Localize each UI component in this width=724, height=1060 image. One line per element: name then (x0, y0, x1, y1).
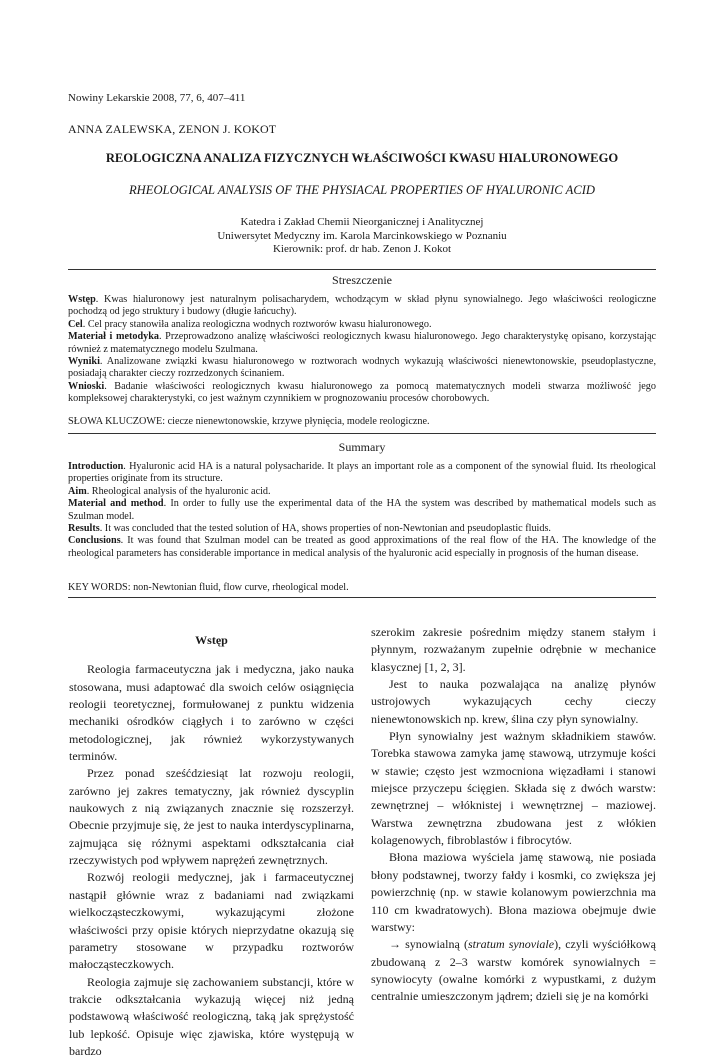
summary-item-label: Conclusions (68, 535, 121, 547)
section-heading: Wstęp (195, 633, 228, 647)
summary-item-label: Results (68, 523, 100, 535)
abstract-item-label: Wnioski (68, 380, 105, 392)
summary-item-text: . Hyaluronic acid HA is a natural polysacharide. It plays an important role as a component of the synowial fluid. Its rheological properties originate from its structure. (68, 461, 656, 485)
summary-item (68, 535, 656, 560)
abstract-item-text: . Analizowane związki kwasu hialuronowego w roztworach wodnych wykazują właściwości nienewtonowskie, pseudoplastyczne, posiadają charakter cieczy rozrzedzonych ścinaniem. (68, 356, 656, 380)
streszczenie-body (68, 294, 656, 406)
summary-item (68, 461, 656, 486)
streszczenie-heading: Streszczenie (332, 273, 392, 287)
abstract-item-text: . Cel pracy stanowiła analiza reologiczna wodnych roztworów kwasu hialuronowego. (82, 318, 432, 330)
body-column-left (69, 632, 354, 1060)
affiliation (68, 216, 656, 257)
summary-item-text: . In order to fully use the experimental data of the HA the system was described by mathematical models such as Szulman model. (68, 498, 656, 522)
summary-heading: Summary (338, 440, 386, 454)
abstract-item-text: . Przeprowadzono analizę właściwości reologicznych kwasu hialuronowego. Jego charakterystykę opisano, korzystając również z matematycznego modelu Szulmana. (68, 331, 656, 355)
abstract-item-label: Materiał i metodyka (68, 331, 159, 343)
body-paragraph: Reologia farmaceutyczna jak i medyczna, jako nauka stosowana, musi adaptować dla swoich celów osiągnięcia reologii teoretycznej, formułowanej z punktu widzenia mechaniki ośrodków ciągłych i to zarówno w części metodologicznej, jak również wykorzystywanych terminów. (69, 662, 354, 764)
body-paragraph: szerokim zakresie pośrednim między stanem stałym i płynnym, rozważanym zupełnie odrębnie w mechanice klasycznej [1, 2, 3]. (371, 625, 656, 674)
divider (68, 597, 656, 598)
summary-item-text: . It was concluded that the tested solution of HA, shows properties of non-Newtonian and pseudoplastic fluids. (99, 523, 551, 535)
keywords-english: KEY WORDS: non-Newtonian fluid, flow curve, rheological model. (68, 582, 349, 593)
body-paragraph: Płyn synowialny jest ważnym składnikiem stawów. Torebka stawowa zamyka jamę stawową, utrzymuje kości w stawie; często jest wzmocniona więzadłami i stanowi miejsce przyczepu ścięgien. Składa się z dwóch warstw: zewnętrznej – włóknistej i wewnętrznej – maziowej. Warstwa zewnętrzna zbudowana jest z włókien kolagenowych, fibroblastów i fibrocytów. (371, 729, 656, 848)
title-english: RHEOLOGICAL ANALYSIS OF THE PHYSIACAL PROPERTIES OF HYALURONIC ACID (128, 183, 596, 197)
summary-item (68, 523, 656, 535)
journal-reference: Nowiny Lekarskie 2008, 77, 6, 407–411 (68, 92, 246, 104)
body-paragraph: Przez ponad sześćdziesiąt lat rozwoju reologii, zarówno jej zakres tematyczny, jak również dyscyplin naukowych z nią związanych znacznie się rozszerzył. Obecnie przyjmuje się, że jest to nauka interdyscyplinarna, zajmująca się różnymi aspektami odkształcania ciał rzeczywistych pod wpływem naprężeń zewnętrznych. (69, 766, 354, 868)
list-item-lead: → synowialną ( (389, 937, 468, 952)
summary-item (68, 486, 656, 498)
summary-item-label: Aim (68, 485, 87, 497)
affiliation-line: Katedra i Zakład Chemii Nieorganicznej i Analitycznej (240, 216, 484, 228)
body-paragraph: Reologia zajmuje się zachowaniem substancji, które w trakcie odkształcania wykazują więcej niż jedną podstawową właściwość reologiczną, taką jak sprężystość lub lepkość. Opisuje więc zjawiska, które występują w bardzo (69, 974, 354, 1058)
keywords-polish: SŁOWA KLUCZOWE: ciecze nienewtonowskie, krzywe płynięcia, modele reologiczne. (68, 416, 430, 427)
list-item-text: ), czyli wyściółkową zbudowaną z 2–3 warstw komórek synowialnych = synowiocyty (owalne komórki z wypustkami, z dużym centralnie umieszczonym jądrem; dzieli się je na komórki (371, 937, 656, 1004)
body-column-right (371, 624, 656, 1006)
authors: ANNA ZALEWSKA, ZENON J. KOKOT (68, 122, 277, 136)
body-paragraph: Jest to nauka pozwalająca na analizę płynów ustrojowych wykazujących cechy cieczy nienewtonowskich np. krew, ślina czy płyn synowialny. (371, 677, 656, 726)
abstract-item-label: Cel (68, 318, 83, 330)
summary-item-text: . Rheological analysis of the hyaluronic acid. (86, 485, 271, 497)
body-paragraph: Rozwój reologii medycznej, jak i farmaceutycznej nastąpił głównie wraz z badaniami nad związkami wielkocząsteczkowymi, wykazującymi złożone właściwości przy opisie których nieprzydatne okazują się parametry stosowane w przypadku roztworów małocząsteczkowych. (69, 870, 354, 972)
divider (68, 433, 656, 434)
abstract-item (68, 356, 656, 381)
divider (68, 269, 656, 270)
abstract-item-text: . Badanie właściwości reologicznych kwasu hialuronowego za pomocą matematycznych modeli stwarza możliwość jego kompleksowej charakterystyki, co jest ważnym czynnikiem w prognozowaniu procesów chorobowych. (68, 380, 656, 405)
affiliation-line: Kierownik: prof. dr hab. Zenon J. Kokot (272, 243, 452, 256)
title-polish: REOLOGICZNA ANALIZA FIZYCZNYCH WŁAŚCIWOŚCI KWASU HIALURONOWEGO (105, 151, 619, 165)
abstract-item-label: Wyniki (68, 356, 100, 368)
summary-body (68, 461, 656, 560)
abstract-item (68, 381, 656, 406)
summary-item-label: Introduction (68, 461, 124, 472)
abstract-item-text: . Kwas hialuronowy jest naturalnym polisacharydem, wchodzącym w skład płynu synowialnego. Jego właściwości reologiczne pochodzą od jego struktury i budowy (długie łańcuchy). (68, 294, 656, 318)
summary-item-text: . It was found that Szulman model can be treated as good approximations of the real flow of the HA. The knowledge of the rheological parameters has considerable importance in medical analysis of the hyaluronic acid especially in prognosis of the human disease. (68, 535, 656, 559)
list-item-term: stratum synoviale (467, 937, 555, 952)
body-paragraph: Błona maziowa wyściela jamę stawową, nie posiada błony podstawnej, tworzy fałdy i kosmki, co zwiększa jej powierzchnię (np. w stawie kolanowym powierzchnia ma 110 cm kwadratowych). Błona maziowa obejmuje dwie warstwy: (371, 850, 656, 934)
abstract-item-label: Wstęp (68, 294, 96, 305)
abstract-item (68, 319, 656, 331)
summary-item (68, 498, 656, 523)
abstract-item (68, 294, 656, 319)
summary-item-label: Material and method (68, 498, 164, 510)
abstract-item (68, 331, 656, 356)
affiliation-line: Uniwersytet Medyczny im. Karola Marcinkowskiego w Poznaniu (217, 229, 507, 242)
list-item (371, 936, 656, 1005)
